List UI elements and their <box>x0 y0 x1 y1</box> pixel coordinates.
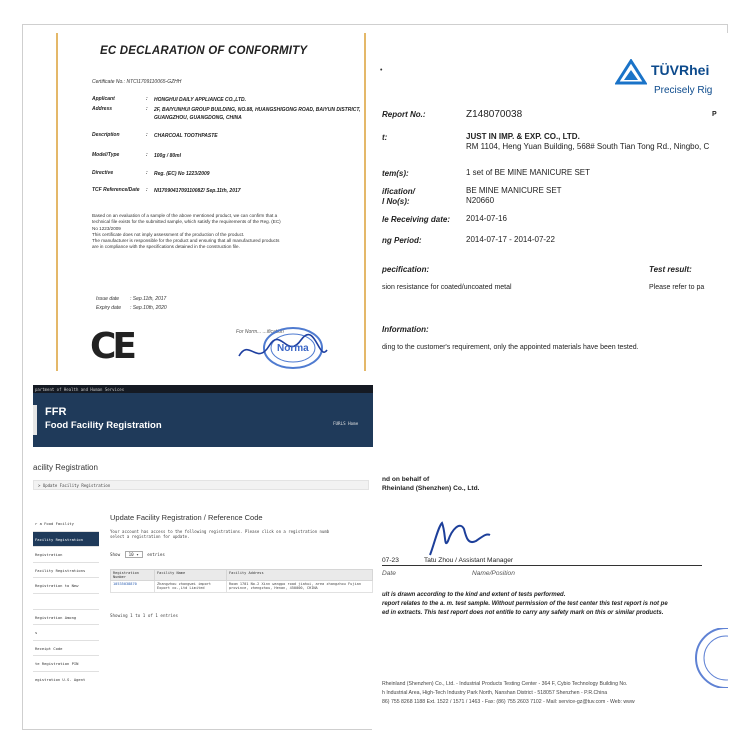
test-result-label: Test result: <box>649 265 692 274</box>
information-label: Information: <box>382 325 429 334</box>
tuv-triangle-icon <box>615 59 647 85</box>
sidebar-item-registration-among[interactable]: Registration Among <box>33 610 99 626</box>
ffr-screenshot <box>33 385 373 685</box>
disclaimer-line-2: report relates to the a. m. test sample. Without permission of the test center this test report is not pe <box>382 601 668 607</box>
tuv-test-report: • TÜVRhei Precisely Rig P Report No.: Z148070038 t: JUST IN IMP. & EXP. CO., LTD. RM 1104, Heng Yuan Building, 568# South Tian Tong Rd., Ningbo, C tem(s): 1 set of BE MINE MANICURE SET ification/ BE MINE MANICURE SET l No(s): N20660 le Receiving date: 2014-07-16 ng Period: 2014-07-17 - 2014-07-22 pecification: Test result: sion resistance for coated/uncoated metal Please refer to pa Information: ding to the customer's requirement, only the appointed materials have been tested. <box>372 33 728 453</box>
footer-line-1: Rheinland (Shenzhen) Co., Ltd. - Industrial Products Testing Center - 364 F, Cybio Technology Building No. <box>382 681 628 687</box>
facility-address-cell: Room 1701 No.2 Xinn wangpo road jiahui, area zhangzhou Fujian province, zhengzhou, Henan, 450000, CHINA <box>227 581 373 593</box>
behalf-line-1: nd on behalf of <box>382 476 430 483</box>
ce-mark: CE <box>90 326 134 367</box>
model-label: l No(s): <box>382 197 410 206</box>
body-line: This certificate does not imply assessment of the production of the product. <box>92 231 245 237</box>
field-value: HONGHUI DAILY APPLIANCE CO.,LTD. <box>154 97 247 103</box>
sidebar-item-registration-pin[interactable]: te Registration PIN <box>33 656 99 672</box>
stamp-text: Norma <box>277 343 309 354</box>
field-value: 2F, BAIYUNHUI GROUP BUILDING, NO.88, HUANGSHIGONG ROAD, BAIYUN DISTRICT, GUANGZHOU, GUANGDONG, CHINA <box>154 107 361 121</box>
report-number: Z148070038 <box>466 109 523 120</box>
issue-date-label: Issue date <box>96 296 120 302</box>
client-address: RM 1104, Heng Yuan Building, 568# South Tian Tong Rd., Ningbo, C <box>466 142 710 151</box>
signature-caption: For Norm... ...ification <box>236 329 284 335</box>
ffr-main <box>110 513 373 618</box>
items-value: 1 set of BE MINE MANICURE SET <box>466 168 591 177</box>
identification-label: ification/ <box>382 187 415 196</box>
ffr-header <box>33 393 373 447</box>
receiving-date-label: le Receiving date: <box>382 215 451 224</box>
client-label: t: <box>382 133 388 142</box>
name-position-label: Name/Position <box>472 570 515 577</box>
table-row <box>111 581 373 593</box>
receiving-date-value: 2014-07-16 <box>466 214 507 223</box>
specification-label: pecification: <box>382 265 430 274</box>
norma-stamp-icon <box>235 320 331 370</box>
registration-number-link[interactable]: 10535038870 <box>111 581 155 593</box>
sidebar-item-registration-to-new[interactable]: Registration to New <box>33 578 99 594</box>
registrations-table <box>110 569 373 593</box>
field-label: Applicant <box>92 96 115 102</box>
footer-line-3: 86) 755 8268 1188 Ext. 1522 / 1571 / 1463 - Fax: (86) 755 2603 7102 - Mail: service-gz@tuv.com - Web: www <box>382 699 635 705</box>
table-header <box>111 570 373 581</box>
field-value: NI170904170911008Z/ Sep.11th, 2017 <box>154 188 241 194</box>
testing-period-value: 2014-07-17 - 2014-07-22 <box>466 235 555 244</box>
certificate-border-left <box>56 33 58 371</box>
sidebar-item-blank[interactable] <box>33 594 99 610</box>
col-facility-address[interactable]: Facility Address <box>227 570 373 581</box>
entries-select-value: 10 <box>128 552 134 557</box>
sidebar-item-registration[interactable]: Registration <box>33 547 99 563</box>
footer-line-2: h Industrial Area, High-Tech Industry Park North, Nanshan District - 518057 Shenzhen - P.R.China <box>382 690 608 696</box>
field-label: TCF Reference/Date <box>92 187 140 193</box>
main-title: Update Facility Registration / Reference Code <box>110 513 263 522</box>
field-value: CHARCOAL TOOTHPASTE <box>154 133 218 139</box>
body-line: technical file exists for the submitted sample, which satisfy the requirements of the Reg. (EC) <box>92 219 281 225</box>
certificate-body <box>92 213 342 251</box>
col-facility-name[interactable]: Facility Name <box>155 570 227 581</box>
field-label: Description <box>92 132 120 138</box>
page-marker: P <box>712 111 717 118</box>
signature-icon <box>424 515 494 561</box>
body-line: The manufacturer is responsible for the product and ensuring that all manufactured products <box>92 238 280 244</box>
breadcrumb[interactable]: > Update Facility Registration <box>33 480 369 490</box>
behalf-line-2: Rheinland (Shenzhen) Co., Ltd. <box>382 485 480 492</box>
information-line: ding to the customer's requirement, only the appointed materials have been tested. <box>382 344 639 351</box>
disclaimer-line-3: ed in extracts. This test report does not entitle to carry any safety mark on this or similar products. <box>382 610 664 616</box>
tuv-brand: TÜVRhei <box>651 62 710 78</box>
specification-line: sion resistance for coated/uncoated metal <box>382 284 512 291</box>
main-description-2: select a registration for update. <box>110 534 190 540</box>
sidebar-item-update-registration[interactable]: Facility Registration <box>33 532 99 548</box>
issue-date <box>96 296 166 302</box>
disclaimer-line-1: ult is drawn according to the kind and extent of tests performed. <box>382 592 566 598</box>
sidebar-item-receipt-code[interactable]: Receipt Code <box>33 641 99 657</box>
report-label: Report No.: <box>382 110 426 119</box>
certificate-number: Certificate No.: NTCI1709110065-GZHH <box>92 79 182 85</box>
items-label: tem(s): <box>382 169 409 178</box>
entries-selector <box>110 551 165 558</box>
entries-select[interactable]: 10 ▾ <box>125 551 143 558</box>
body-line: No 1223/2009 <box>92 225 121 231</box>
expiry-date <box>96 305 167 311</box>
issue-date-value: : Sep.11th, 2017 <box>130 296 167 302</box>
field-label: Address <box>92 106 113 112</box>
furls-home-link[interactable]: FURLS Home <box>333 421 359 426</box>
test-result-line: Please refer to pa <box>649 284 705 291</box>
ffr-full-name: Food Facility Registration <box>45 420 162 431</box>
field-value: Reg. (EC) No 1223/2009 <box>154 171 210 177</box>
field-label: Model/Type <box>92 152 120 158</box>
signature-name: Tatu Zhou / Assistant Manager <box>424 557 514 564</box>
expiry-date-value: : Sep.10th, 2020 <box>130 305 167 311</box>
date-label: Date <box>382 570 396 577</box>
ec-title: EC DECLARATION OF CONFORMITY <box>100 45 308 57</box>
entries-label: entries <box>147 552 165 557</box>
expiry-date-label: Expiry date <box>96 305 122 311</box>
body-line: Based on an evaluation of a sample of the above mentioned product, we can confirm that a <box>92 213 278 218</box>
sidebar-item-us-agent[interactable]: egistration U.S. Agent <box>33 672 99 685</box>
testing-period-label: ng Period: <box>382 236 422 245</box>
sidebar <box>33 516 99 685</box>
facility-name-cell: Zhangzhou zhongwei import Export co.,Ltd Limited <box>155 581 227 593</box>
ec-certificate: EC DECLARATION OF CONFORMITY Certificate No.: NTCI1709110065-GZHH Applicant : HONGHUI DAILY APPLIANCE CO.,LTD. Address : 2F, BAIYUNHUI GROUP BUILDING, NO.88, HUANGSHIGONG ROAD, BAIYUN DISTRICT, GUANGZHOU, GUANGDONG, CHINA Description : CHARCOAL TOOTHPASTE Model/Type : 100g / 80ml Directive : Reg. (EC) No 1223/2009 TCF Reference/Date : NI170904170911008Z/ Sep.11th, 2017 Based on an evaluation of a sample of the above mentioned product, we can confirm that a technical file exists for the submitted sample, which satisfy the requirements of the Reg. (EC) No 1223/2009 This certificate does not imply assessment of the production of the product. The manufacturer is responsible for the product and ensuring that all manufactured products are in compliance with the specifications detained in the construction file. Issue date : Sep.11th, 2017 Expiry date : Sep.10th, 2020 CE For Norm... ...ification Norma <box>40 33 372 371</box>
identification-value: BE MINE MANICURE SET <box>466 186 562 195</box>
model-value: N20660 <box>466 196 495 205</box>
tuv-stamp-icon <box>690 628 728 688</box>
signature-line <box>382 565 702 566</box>
field-label: Directive <box>92 170 114 176</box>
sidebar-item-register[interactable]: r a Food Facility <box>33 516 99 532</box>
body-line: are in compliance with the specifications detained in the construction file. <box>92 244 240 250</box>
tuv-report-signature-section <box>372 453 728 730</box>
col-registration-number[interactable]: Registration Number <box>111 570 155 581</box>
agency-bar: partment of Health and Human Services <box>33 385 373 393</box>
tuv-slogan: Precisely Rig <box>654 85 713 96</box>
field-value: 100g / 80ml <box>154 153 181 159</box>
table-info: Showing 1 to 1 of 1 entries <box>110 613 179 618</box>
signature-date: 07-23 <box>382 557 399 564</box>
ffr-abbr: FFR <box>45 406 67 418</box>
main-description-1: Your account has access to the following registrations. Please click on a registration numb <box>110 529 330 534</box>
sidebar-item-s[interactable]: s <box>33 625 99 641</box>
sidebar-item-facility-registrations[interactable]: Facility Registrations <box>33 563 99 579</box>
page-heading: acility Registration <box>33 463 98 472</box>
client-name: JUST IN IMP. & EXP. CO., LTD. <box>466 132 580 141</box>
certificate-border-right <box>364 33 366 371</box>
show-label: Show <box>110 552 121 557</box>
